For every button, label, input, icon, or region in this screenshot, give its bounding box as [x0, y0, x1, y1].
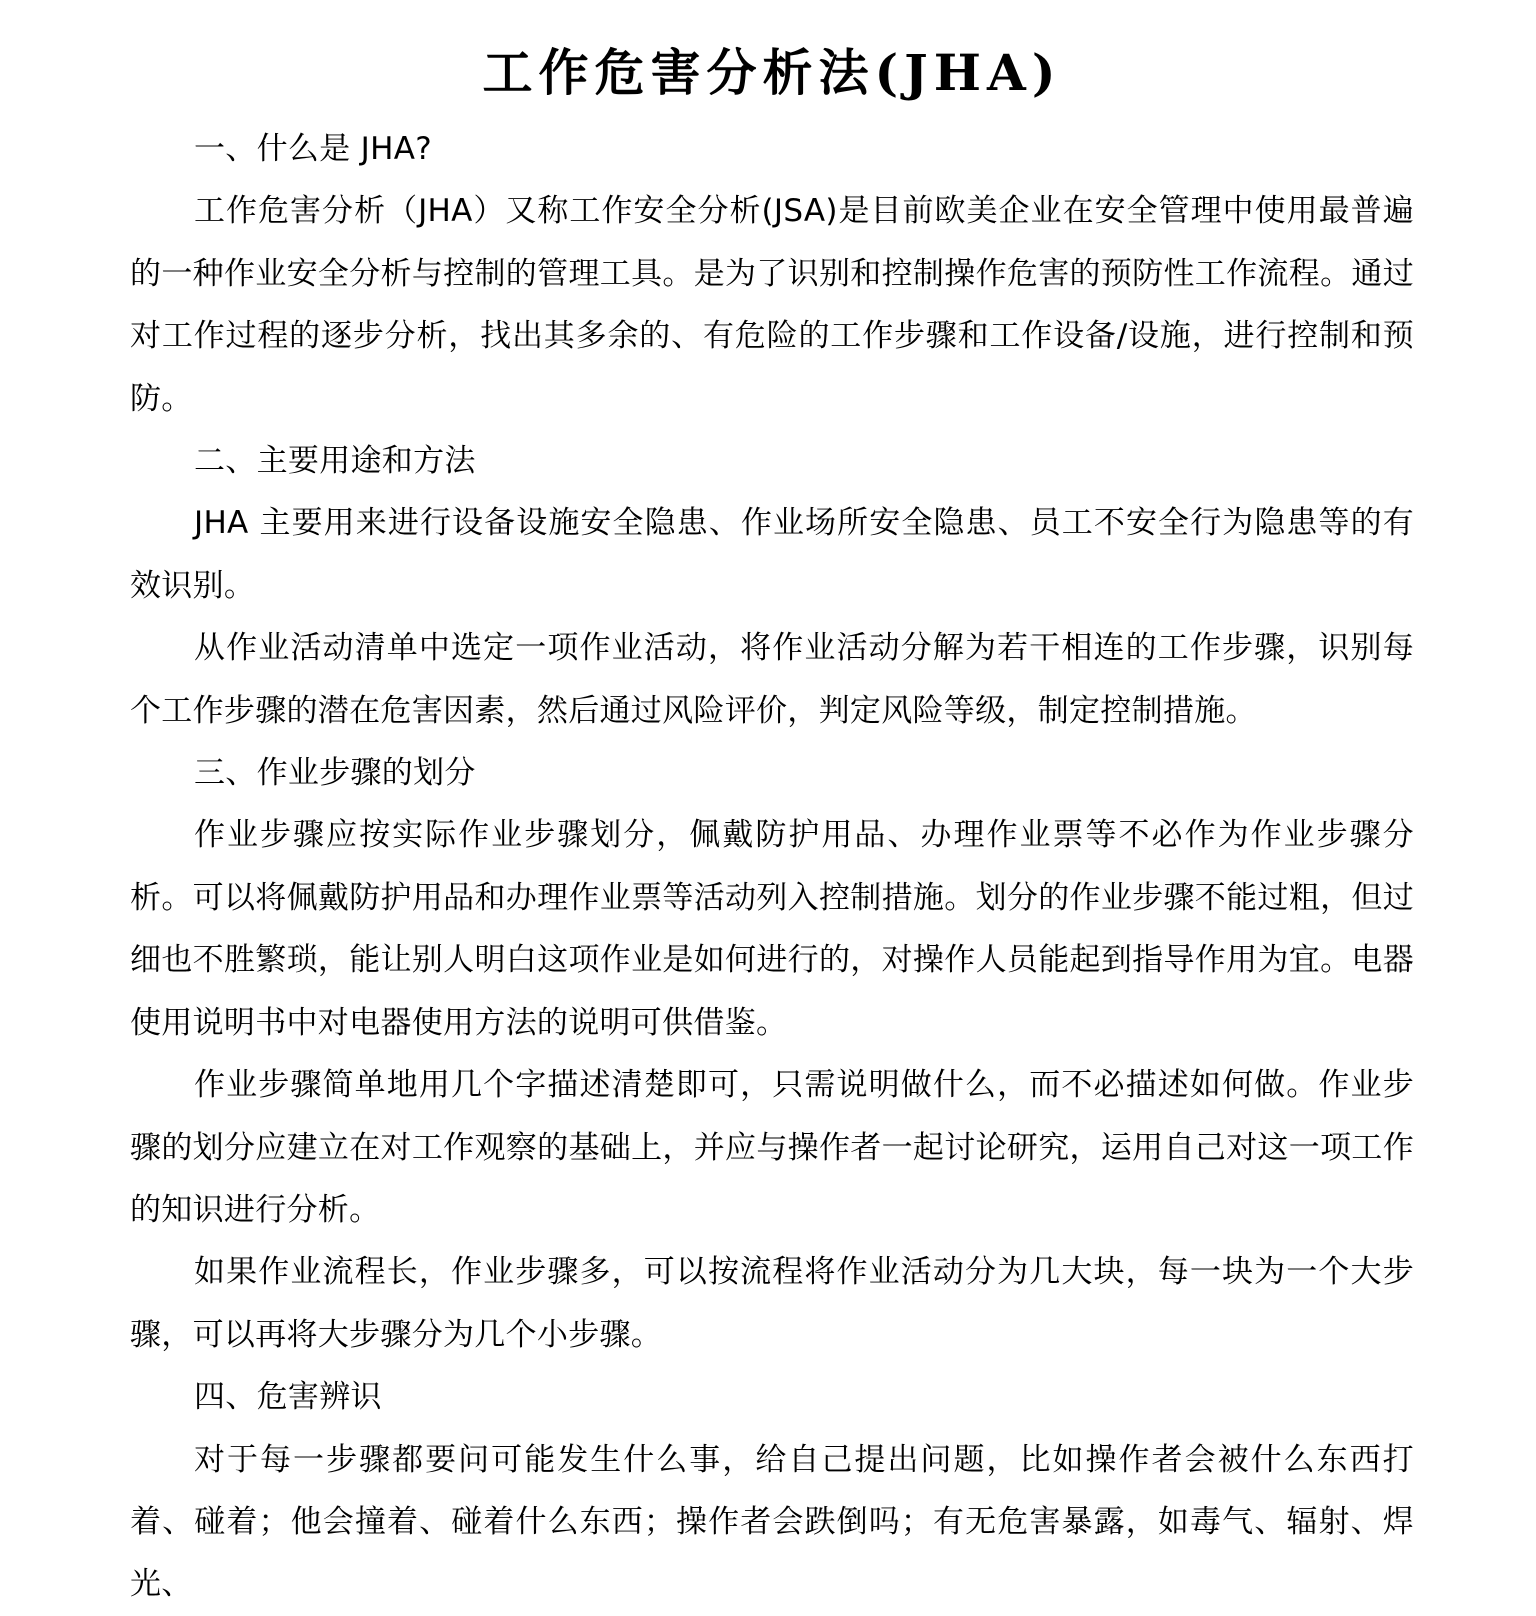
section-heading: 三、作业步骤的划分 — [194, 755, 476, 792]
section-hazard-identification — [130, 1366, 1414, 1616]
document-title: 工作危害分析法(JHA) — [482, 43, 1062, 102]
section-what-is-jha — [130, 118, 1414, 430]
paragraph: 作业步骤应按实际作业步骤划分，佩戴防护用品、办理作业票等不必作为作业步骤分析。可以将佩戴防护用品和办理作业票等活动列入控制措施。划分的作业步骤不能过粗，但过细也不胜繁琐，能让别人明白这项作业是如何进行的，对操作人员能起到指导作用为宜。电器使用说明书中对电器使用方法的说明可供借鉴。 — [130, 817, 1414, 1041]
paragraph: 如果作业流程长，作业步骤多，可以按流程将作业活动分为几大块，每一块为一个大步骤，可以再将大步骤分为几个小步骤。 — [130, 1254, 1414, 1353]
section-heading: 一、什么是 JHA? — [194, 131, 432, 167]
section-uses-and-methods — [130, 430, 1414, 742]
paragraph: 作业步骤简单地用几个字描述清楚即可，只需说明做什么，而不必描述如何做。作业步骤的划分应建立在对工作观察的基础上，并应与操作者一起讨论研究，运用自己对这一项工作的知识进行分析。 — [130, 1067, 1414, 1228]
paragraph: 对于每一步骤都要问可能发生什么事，给自己提出问题，比如操作者会被什么东西打着、碰着；他会撞着、碰着什么东西；操作者会跌倒吗；有无危害暴露，如毒气、辐射、焊光、 — [130, 1441, 1414, 1603]
section-heading: 二、主要用途和方法 — [194, 443, 476, 480]
paragraph: JHA 主要用来进行设备设施安全隐患、作业场所安全隐患、员工不安全行为隐患等的有效识别。 — [130, 505, 1414, 604]
document-body — [130, 118, 1414, 1616]
document-page — [130, 28, 1414, 1616]
paragraph: 工作危害分析（JHA）又称工作安全分析(JSA)是目前欧美企业在安全管理中使用最普遍的一种作业安全分析与控制的管理工具。是为了识别和控制操作危害的预防性工作流程。通过对工作过程的逐步分析，找出其多余的、有危险的工作步骤和工作设备/设施，进行控制和预防。 — [130, 193, 1414, 417]
paragraph: 从作业活动清单中选定一项作业活动，将作业活动分解为若干相连的工作步骤，识别每个工作步骤的潜在危害因素，然后通过风险评价，判定风险等级，制定控制措施。 — [130, 630, 1414, 729]
section-heading: 四、危害辨识 — [194, 1379, 382, 1416]
section-step-division — [130, 742, 1414, 1366]
